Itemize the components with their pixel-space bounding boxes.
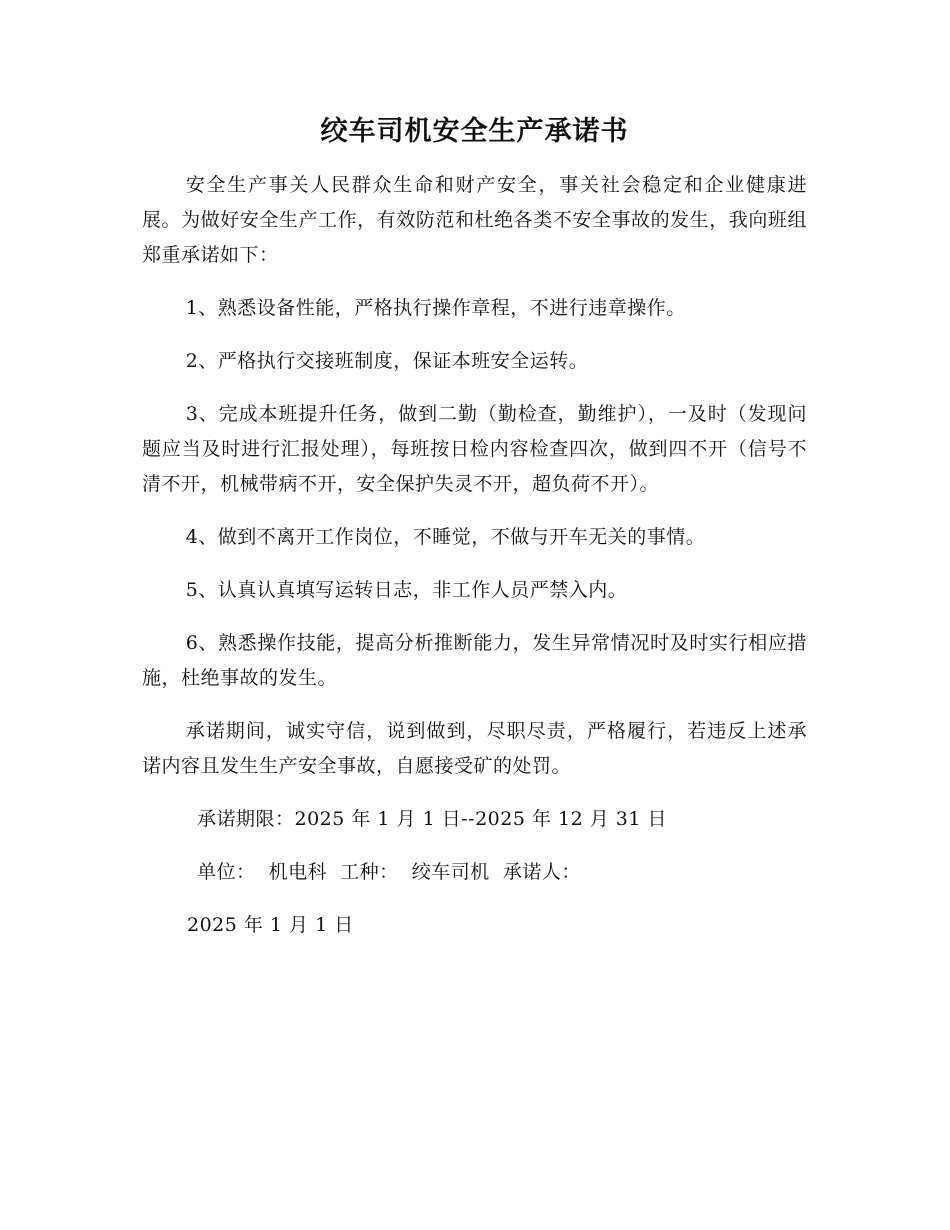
commitment-item-6: 6、熟悉操作技能，提高分析推断能力，发生异常情况时及时实行相应措施，杜绝事故的发生。 xyxy=(142,632,807,689)
intro-paragraph: 安全生产事关人民群众生命和财产安全，事关社会稳定和企业健康进展。为做好安全生产工作，有效防范和杜绝各类不安全事故的发生，我向班组郑重承诺如下： xyxy=(142,174,807,266)
signature-line: 单位： 机电科 工种： 绞车司机 承诺人： xyxy=(197,861,581,883)
commitment-document xyxy=(142,110,807,961)
commitment-item-4: 4、做到不离开工作岗位，不睡觉，不做与开车无关的事情。 xyxy=(185,526,706,548)
closing-paragraph: 承诺期间，诚实守信，说到做到，尽职尽责，严格履行，若违反上述承诺内容且发生生产安全事故，自愿接受矿的处罚。 xyxy=(142,720,807,777)
commitment-item-5: 5、认真认真填写运转日志，非工作人员严禁入内。 xyxy=(185,579,628,601)
document-title: 绞车司机安全生产承诺书 xyxy=(320,116,629,147)
commitment-item-3: 3、完成本班提升任务，做到二勤（勤检查，勤维护），一及时（发现问题应当及时进行汇报处理），每班按日检内容检查四次，做到四不开（信号不清不开，机械带病不开，安全保护失灵不开，超负荷不开）。 xyxy=(142,403,807,495)
commitment-date: 2025 年 1 月 1 日 xyxy=(187,914,354,936)
commitment-period: 承诺期限：2025 年 1 月 1 日--2025 年 12 月 31 日 xyxy=(197,808,667,830)
commitment-item-1: 1、熟悉设备性能，严格执行操作章程，不进行违章操作。 xyxy=(185,297,686,319)
commitment-item-2: 2、严格执行交接班制度，保证本班安全运转。 xyxy=(185,350,589,372)
